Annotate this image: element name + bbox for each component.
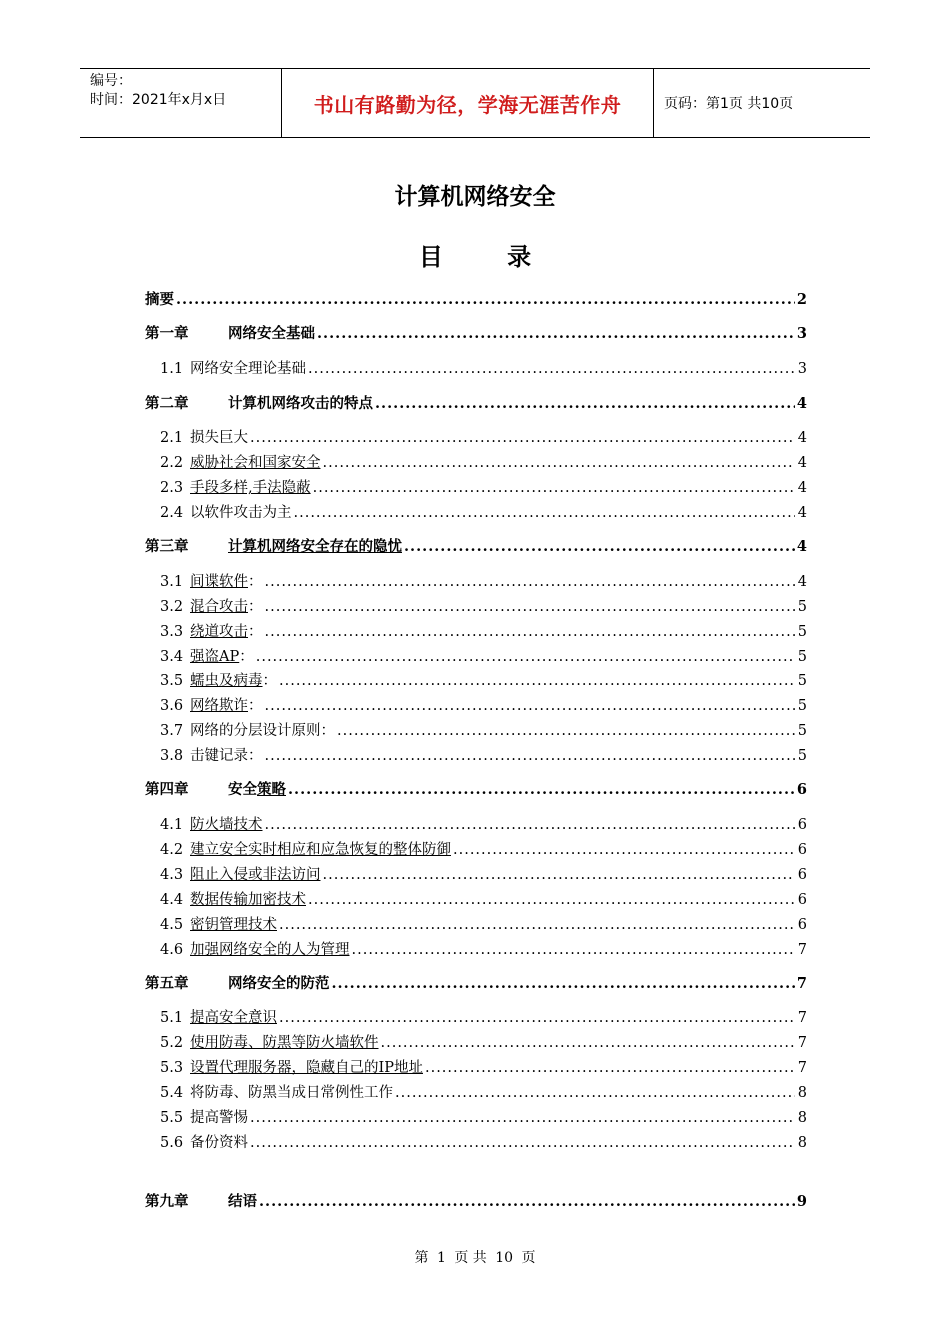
toc-leader <box>265 572 796 592</box>
toc-section-number: 4.6 <box>160 942 184 958</box>
header-page-info: 页码：第1页 共10页 <box>664 96 794 112</box>
document-title: 计算机网络安全 <box>394 184 556 210</box>
toc-leader <box>259 1192 795 1212</box>
toc-entry-suffix: ： <box>262 673 277 689</box>
toc-leader <box>323 453 796 473</box>
toc-chapter-number: 第四章 <box>145 781 189 798</box>
toc-leader <box>265 696 796 716</box>
toc-page-number: 8 <box>797 1085 807 1101</box>
toc-leader <box>313 478 795 498</box>
toc-page-number: 6 <box>797 917 807 933</box>
toc-entry-title: 提高安全意识 <box>190 1010 277 1026</box>
toc-entry-title: 设置代理服务器，隐藏自己的IP地址 <box>190 1060 423 1076</box>
toc-entry-title: 密钥管理技术 <box>190 917 277 933</box>
toc-page-number: 5 <box>797 748 807 764</box>
toc-entry-title: 威胁社会和国家安全 <box>190 455 321 471</box>
toc-entry-suffix: ： <box>248 574 263 590</box>
toc-page-number: 4 <box>797 455 807 471</box>
toc-leader <box>308 359 795 379</box>
toc-section-3-3[interactable] <box>160 620 807 642</box>
toc-page-number: 3 <box>797 361 807 377</box>
toc-section-number: 3.4 <box>160 649 184 665</box>
toc-entry-title: 以软件攻击为主 <box>190 505 292 521</box>
toc-page-number: 7 <box>797 1010 807 1026</box>
toc-section-number: 3.2 <box>160 599 184 615</box>
toc-page-number: 8 <box>797 1135 807 1151</box>
footer-prefix: 第 <box>414 1250 429 1266</box>
toc-leader <box>265 746 796 766</box>
toc-leader <box>176 290 795 310</box>
footer-total-pages: 10 <box>495 1250 514 1266</box>
footer-mid: 页 共 <box>454 1250 487 1266</box>
page-footer <box>0 1247 950 1267</box>
toc-entry-title: 网络欺诈 <box>190 698 248 714</box>
toc-section-2-2[interactable] <box>160 451 807 473</box>
toc-page-number: 7 <box>797 1060 807 1076</box>
toc-section-number: 5.2 <box>160 1035 184 1051</box>
toc-section-5-6[interactable] <box>160 1131 807 1153</box>
toc-leader <box>256 647 795 667</box>
toc-entry-title: 防火墙技术 <box>190 817 263 833</box>
toc-section-5-3[interactable] <box>160 1056 807 1078</box>
toc-page-number: 5 <box>797 673 807 689</box>
toc-entry-title: 损失巨大 <box>190 430 248 446</box>
toc-chapter-9[interactable] <box>145 1190 807 1212</box>
toc-page-number: 3 <box>796 325 807 342</box>
toc-page-number: 5 <box>797 624 807 640</box>
toc-page-number: 4 <box>797 480 807 496</box>
toc-entry-title: 网络的分层设计原则： <box>190 723 335 739</box>
toc-page-number: 5 <box>797 649 807 665</box>
toc-section-number: 2.4 <box>160 505 184 521</box>
header-motto: 书山有路勤为径，学海无涯苦作舟 <box>282 69 654 137</box>
toc-leader <box>279 671 795 691</box>
toc-heading: 目 录 <box>418 243 560 271</box>
toc-leader <box>250 1108 795 1128</box>
toc-entry-suffix: ： <box>248 624 263 640</box>
toc-section-3-6[interactable] <box>160 694 807 716</box>
toc-entry-abstract[interactable] <box>145 288 807 310</box>
toc-leader <box>250 1133 795 1153</box>
toc-entry-title: 间谍软件 <box>190 574 248 590</box>
document-header <box>80 68 870 138</box>
toc-section-number: 2.1 <box>160 430 184 446</box>
toc-entry-title: 建立安全实时相应和应急恢复的整体防御 <box>190 842 451 858</box>
toc-entry-title: 计算机网络安全存在的隐忧 <box>228 538 402 555</box>
toc-chapter-5[interactable] <box>145 972 807 994</box>
toc-chapter-number: 第五章 <box>145 975 189 992</box>
toc-section-number: 5.5 <box>160 1110 184 1126</box>
toc-leader <box>332 974 795 994</box>
toc-leader <box>404 537 795 557</box>
footer-suffix: 页 <box>521 1250 536 1266</box>
toc-leader <box>279 1008 795 1028</box>
toc-leader <box>250 428 795 448</box>
toc-page-number: 8 <box>797 1110 807 1126</box>
toc-entry-title: 强盗AP <box>190 649 240 665</box>
toc-entry-title: 安全 <box>228 781 257 798</box>
toc-section-number: 4.3 <box>160 867 184 883</box>
toc-entry-title: 混合攻击 <box>190 599 248 615</box>
toc-section-4-3[interactable] <box>160 863 807 885</box>
toc-leader <box>308 890 795 910</box>
toc-page-number: 6 <box>797 892 807 908</box>
toc-section-3-7[interactable] <box>160 719 807 741</box>
toc-chapter-2[interactable] <box>145 392 807 414</box>
toc-page-number: 4 <box>796 538 807 555</box>
toc-page-number: 5 <box>797 599 807 615</box>
toc-section-3-8[interactable] <box>160 744 807 766</box>
toc-page-number: 6 <box>797 867 807 883</box>
toc-leader <box>381 1033 796 1053</box>
toc-leader <box>265 815 796 835</box>
toc-section-3-4[interactable] <box>160 645 807 667</box>
toc-entry-suffix: ： <box>248 698 263 714</box>
toc-entry-title: 备份资料 <box>190 1135 248 1151</box>
toc-section-number: 1.1 <box>160 361 184 377</box>
toc-page-number: 7 <box>797 1035 807 1051</box>
toc-section-4-1[interactable] <box>160 813 807 835</box>
toc-leader <box>425 1058 795 1078</box>
toc-entry-title: 摘要 <box>145 291 174 308</box>
toc-entry-title: 提高警惕 <box>190 1110 248 1126</box>
toc-leader <box>395 1083 795 1103</box>
toc-entry-title-underlined: 策略 <box>257 781 286 798</box>
toc-page-number: 4 <box>796 395 807 412</box>
toc-page-number: 5 <box>797 698 807 714</box>
toc-section-number: 2.2 <box>160 455 184 471</box>
toc-section-number: 5.4 <box>160 1085 184 1101</box>
toc-section-number: 3.7 <box>160 723 184 739</box>
toc-page-number: 4 <box>797 430 807 446</box>
toc-chapter-3[interactable] <box>145 535 807 557</box>
toc-entry-title: 网络安全基础 <box>228 325 315 342</box>
toc-section-2-1[interactable] <box>160 426 807 448</box>
toc-chapter-4[interactable] <box>145 778 807 800</box>
toc-page-number: 4 <box>797 574 807 590</box>
toc-section-number: 4.1 <box>160 817 184 833</box>
toc-leader <box>453 840 795 860</box>
toc-entry-title: 结语 <box>228 1193 257 1210</box>
toc-page-number: 6 <box>796 781 807 798</box>
toc-leader <box>337 721 795 741</box>
toc-section-4-4[interactable] <box>160 888 807 910</box>
toc-chapter-number: 第三章 <box>145 538 189 555</box>
toc-leader <box>323 865 796 885</box>
toc-section-5-4[interactable] <box>160 1081 807 1103</box>
toc-page-number: 9 <box>796 1193 807 1210</box>
toc-entry-title: 将防毒、防黑当成日常例性工作 <box>190 1085 393 1101</box>
toc-entry-title: 蠕虫及病毒 <box>190 673 263 689</box>
toc-section-5-1[interactable] <box>160 1006 807 1028</box>
toc-section-5-5[interactable] <box>160 1106 807 1128</box>
toc-chapter-1[interactable] <box>145 322 807 344</box>
toc-entry-title: 绕道攻击 <box>190 624 248 640</box>
toc-page-number: 7 <box>796 975 807 992</box>
toc-section-number: 3.8 <box>160 748 184 764</box>
toc-page-number: 2 <box>796 291 807 308</box>
toc-entry-title: 手段多样,手法隐蔽 <box>190 480 311 496</box>
toc-section-3-5[interactable] <box>160 669 807 691</box>
toc-section-number: 3.6 <box>160 698 184 714</box>
toc-section-5-2[interactable] <box>160 1031 807 1053</box>
toc-page-number: 6 <box>797 817 807 833</box>
toc-page-number: 5 <box>797 723 807 739</box>
header-meta <box>80 69 282 137</box>
toc-chapter-number: 第一章 <box>145 325 189 342</box>
toc-section-number: 2.3 <box>160 480 184 496</box>
toc-page-number: 6 <box>797 842 807 858</box>
toc-section-number: 3.3 <box>160 624 184 640</box>
toc-leader <box>265 597 796 617</box>
toc-section-number: 5.1 <box>160 1010 184 1026</box>
toc-section-number: 4.4 <box>160 892 184 908</box>
toc-leader <box>375 394 795 414</box>
toc-leader <box>288 780 795 800</box>
toc-entry-title: 计算机网络攻击的特点 <box>228 395 373 412</box>
toc-entry-suffix: ： <box>239 649 254 665</box>
toc-entry-title: 数据传输加密技术 <box>190 892 306 908</box>
toc-entry-title: 网络安全的防范 <box>228 975 330 992</box>
toc-section-number: 5.3 <box>160 1060 184 1076</box>
toc-section-2-3[interactable] <box>160 476 807 498</box>
toc-section-number: 4.5 <box>160 917 184 933</box>
toc-chapter-number: 第九章 <box>145 1193 189 1210</box>
toc-section-number: 5.6 <box>160 1135 184 1151</box>
toc-entry-title: 阻止入侵或非法访问 <box>190 867 321 883</box>
toc-section-number: 3.5 <box>160 673 184 689</box>
toc-entry-title: 网络安全理论基础 <box>190 361 306 377</box>
toc-section-3-2[interactable] <box>160 595 807 617</box>
toc-leader <box>352 940 796 960</box>
toc-entry-title: 击键记录： <box>190 748 263 764</box>
header-number-label: 编号： <box>90 73 132 89</box>
toc-section-2-4[interactable] <box>160 501 807 523</box>
toc-section-1-1[interactable] <box>160 357 807 379</box>
toc-page-number: 7 <box>797 942 807 958</box>
toc-leader <box>317 324 795 344</box>
toc-section-4-6[interactable] <box>160 938 807 960</box>
toc-leader <box>279 915 795 935</box>
toc-section-4-2[interactable] <box>160 838 807 860</box>
header-time-label: 时间：2021年x月x日 <box>90 92 227 108</box>
toc-section-4-5[interactable] <box>160 913 807 935</box>
toc-section-3-1[interactable] <box>160 570 807 592</box>
toc-entry-title: 加强网络安全的人为管理 <box>190 942 350 958</box>
toc-entry-title: 使用防毒、防黑等防火墙软件 <box>190 1035 379 1051</box>
toc-leader <box>294 503 796 523</box>
toc-leader <box>265 622 796 642</box>
toc-section-number: 4.2 <box>160 842 184 858</box>
toc-entry-suffix: ： <box>248 599 263 615</box>
toc-chapter-number: 第二章 <box>145 395 189 412</box>
footer-current-page: 1 <box>436 1250 446 1266</box>
toc-page-number: 4 <box>797 505 807 521</box>
toc-section-number: 3.1 <box>160 574 184 590</box>
